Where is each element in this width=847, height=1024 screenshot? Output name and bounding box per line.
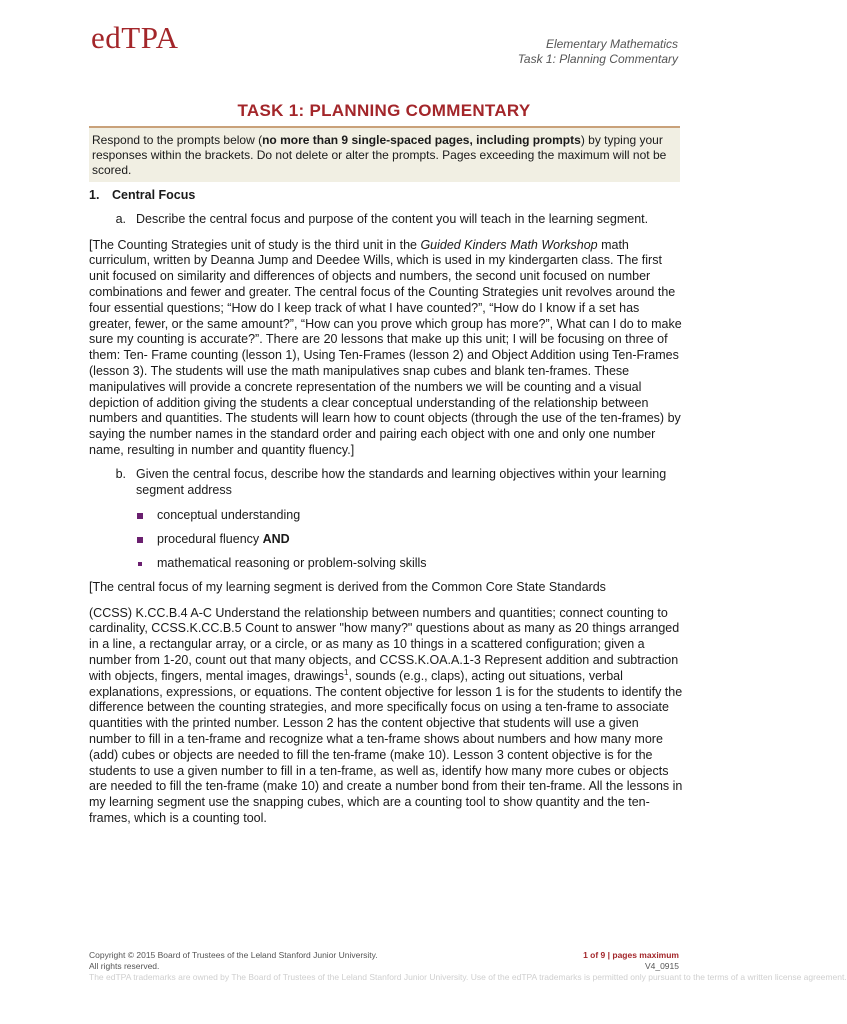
page-footer (89, 950, 847, 983)
footer-right (583, 950, 679, 972)
prompt-a-label: a. (115, 211, 126, 226)
edtpa-logo: edTPA (91, 20, 179, 55)
response-b-body (89, 606, 683, 827)
square-bullet-icon (137, 513, 143, 519)
prompt-b-label: b. (115, 466, 126, 481)
prompt-b (89, 467, 683, 499)
footnote-marker: 1 (343, 667, 349, 677)
response-b-intro: [The central focus of my learning segment is derived from the Common Core State Standards (89, 579, 606, 594)
prompt-a (89, 212, 683, 228)
bullet-text: mathematical reasoning or problem-solving skills (157, 555, 427, 570)
response-a-pre: [The Counting Strategies unit of study is the third unit in the (89, 237, 421, 252)
section-number: 1. (89, 188, 100, 202)
document-header (518, 37, 678, 67)
instructions-text-bold: no more than 9 single-spaced pages, including prompts (262, 133, 581, 147)
response-b-pre: (CCSS) K.CC.B.4 A-C Understand the relationship between numbers and quantities; connect counting to cardinality, CCSS.K.CC.B.5 Count to answer "how many?" questions about as many as 20 things arranged in a line, a rectangular array, or a circle, or as many as 10 things in a scattered configuration; given a number from 1-20, count out that many objects, and CCSS.K.OA.A.1-3 Represent addition and subtraction with objects, fingers, mental images, drawings (89, 605, 680, 683)
bullet-text: conceptual understanding (157, 508, 301, 523)
bullet-text: procedural fluency (157, 532, 263, 547)
bullet-item (89, 556, 683, 572)
page-count: 1 of 9 | pages maximum (583, 950, 679, 960)
instructions-text-pre: Respond to the prompts below ( (92, 133, 263, 147)
page-title: TASK 1: PLANNING COMMENTARY (237, 101, 531, 120)
response-a-post: math curriculum, written by Deanna Jump and Deedee Wills, which is used in my kindergarten class. The first unit focused on similarity and differences of objects and numbers, the second unit focused on number combinations and fewer and greater. The central focus of the Counting Strategies unit revolves around the four essential questions; “How do I keep track of what I have counted?”, “How do I know if a set has greater, fewer, or the same amount?”, “How can you prove which group has more?”, What can I do to make sure my counting is accurate?”. There are 20 lessons that make up this unit; I will be focusing on three of them: Ten- Frame counting (lesson 1), Using Ten-Frames (lesson 2) and Object Addition using Ten-Frames (lesson 3). The students will use the math manipulatives snap cubes and blank ten-frames. These manipulatives will provide a concrete representation of the numbers we will be counting and a visual depiction of addition giving the students a clear conceptual understanding of the relationship between numbers and quantities. The students will learn how to count objects (through the use of the ten-frames) by saying the number names in the standard order and pairing each object with one and only one number name, resulting in number and quantity fluency.] (89, 237, 682, 457)
instructions-box (89, 126, 680, 182)
instructions-text-post: ) by typing your responses within the brackets. Do not delete or alter the prompts. Pages exceeding the maximum will not be scored. (92, 133, 667, 177)
subject-label: Elementary Mathematics (545, 37, 678, 51)
document-label: Task 1: Planning Commentary (517, 52, 678, 66)
response-a-italic: Guided Kinders Math Workshop (420, 237, 598, 252)
square-bullet-icon (138, 562, 142, 566)
version-label: V4_0915 (644, 961, 679, 971)
response-b-post: , sounds (e.g., claps), acting out situations, verbal explanations, expressions, or equations. The content objective for lesson 1 is for the students to identify the difference between the counting strategies, and more specifically focus on using a ten-frame to associate quantities with the printed number. Lesson 2 has the content objective that students will use a given number to fill in a ten-frame and recognize what a ten-frame shows about numbers and how many more (add) cubes or objects are needed to fill the ten-frame (make 10). Lesson 3 content objective is for the students to use a given number to fill in a ten-frame, as well as, identify how many more cubes or objects are needed to fill the ten-frame (make 10) and create a number bond from their ten-frame. All the lessons in my learning segment use the snapping cubes, which are a counting tool to show quantity and the ten-frames, which is a counting tool. (89, 668, 683, 825)
prompt-b-text: Given the central focus, describe how the standards and learning objectives within your learning segment address (136, 466, 667, 497)
prompt-a-text: Describe the central focus and purpose of the content you will teach in the learning segment. (136, 211, 649, 226)
section-title: Central Focus (112, 188, 196, 202)
commentary-body (89, 188, 683, 835)
trademark-text: The edTPA trademarks are owned by The Board of Trustees of the Leland Stanford Junior University. Use of the edTPA trademarks is permitted only pursuant to the terms of a written license agreement. (89, 972, 847, 982)
copyright-text: Copyright © 2015 Board of Trustees of the Leland Stanford Junior University. (89, 950, 378, 960)
bullet-text-bold: AND (262, 532, 290, 547)
bullet-item (89, 532, 683, 548)
response-a (89, 238, 683, 459)
bullet-item (89, 508, 683, 524)
rights-text: All rights reserved. (89, 961, 160, 971)
prompt-b-bullets (89, 508, 683, 571)
square-bullet-icon (137, 537, 143, 543)
section-heading (89, 188, 683, 204)
